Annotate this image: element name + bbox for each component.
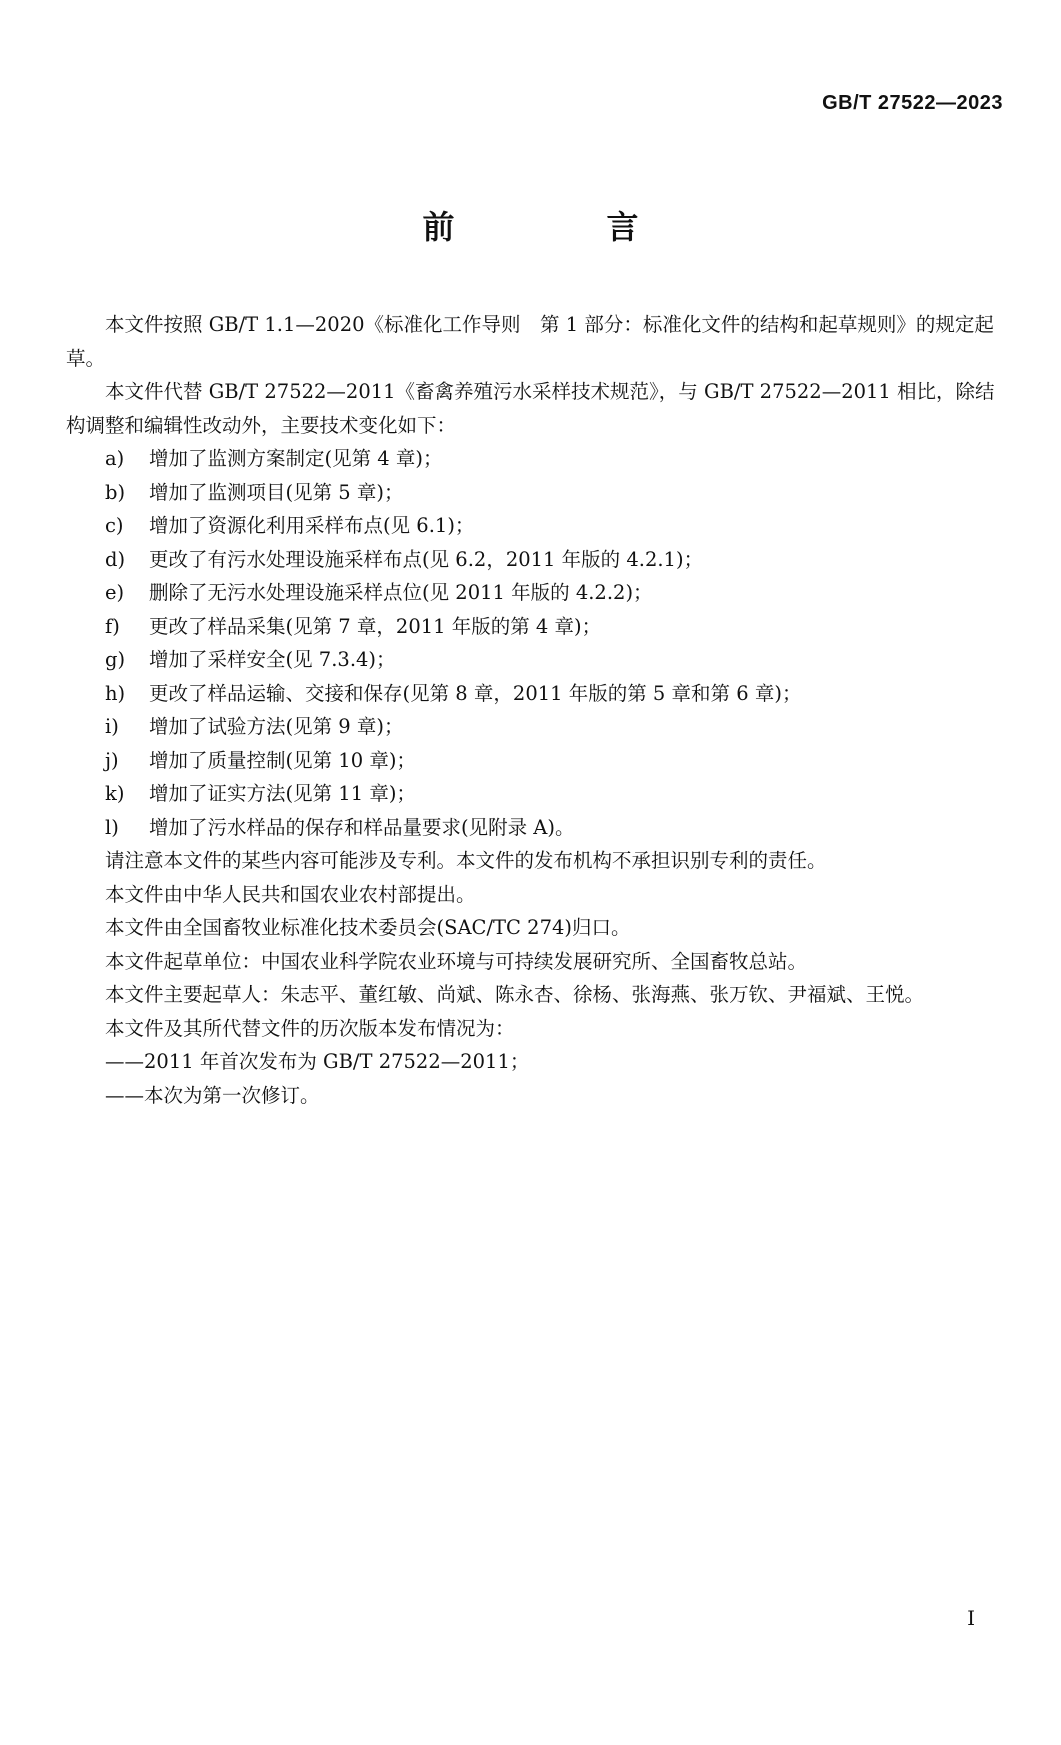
list-item-label: l) bbox=[105, 815, 119, 839]
patent-notice: 请注意本文件的某些内容可能涉及专利。本文件的发布机构不承担识别专利的责任。 bbox=[105, 849, 827, 872]
list-item bbox=[66, 442, 1004, 476]
list-item-label: b) bbox=[105, 480, 126, 504]
list-item bbox=[66, 476, 1004, 510]
list-item-label: i) bbox=[105, 715, 119, 738]
list-item-text: 删除了无污水处理设施采样点位(见 2011 年版的 4.2.2)； bbox=[149, 581, 653, 604]
page-number: I bbox=[967, 1606, 975, 1630]
list-item-label: a) bbox=[105, 447, 125, 470]
list-item bbox=[66, 677, 1004, 711]
list-item-text: 增加了资源化利用采样布点(见 6.1)； bbox=[149, 514, 475, 537]
history-item: ——2011 年首次发布为 GB/T 27522—2011； bbox=[105, 1050, 530, 1073]
standard-code: GB/T 27522—2023 bbox=[822, 92, 1003, 114]
list-item-text: 增加了监测方案制定(见第 4 章)； bbox=[149, 447, 443, 470]
list-item-label: e) bbox=[105, 581, 125, 604]
list-item-text: 增加了质量控制(见第 10 章)； bbox=[149, 748, 416, 772]
list-item-text: 增加了监测项目(见第 5 章)； bbox=[149, 480, 404, 504]
list-item bbox=[66, 777, 1004, 811]
list-item-text: 增加了证实方法(见第 11 章)； bbox=[149, 782, 416, 805]
list-item-label: c) bbox=[105, 514, 124, 537]
drafters: 本文件主要起草人：朱志平、董红敏、尚斌、陈永杏、徐杨、张海燕、张万钦、尹福斌、王悦。 bbox=[105, 983, 925, 1006]
list-item bbox=[66, 610, 1004, 644]
list-item bbox=[66, 576, 1004, 610]
list-item bbox=[66, 509, 1004, 543]
list-item bbox=[66, 710, 1004, 744]
list-item-text: 更改了样品运输、交接和保存(见第 8 章，2011 年版的第 5 章和第 6 章)； bbox=[149, 681, 802, 705]
list-item-text: 更改了有污水处理设施采样布点(见 6.2，2011 年版的 4.2.1)； bbox=[149, 547, 704, 571]
list-item bbox=[66, 643, 1004, 677]
list-item bbox=[66, 811, 1004, 845]
list-item-label: f) bbox=[105, 614, 120, 638]
list-item bbox=[66, 543, 1004, 577]
list-item-label: g) bbox=[105, 648, 126, 671]
list-item-text: 增加了试验方法(见第 9 章)； bbox=[149, 715, 404, 738]
version-history-intro: 本文件及其所代替文件的历次版本发布情况为： bbox=[105, 1016, 515, 1040]
list-item-label: d) bbox=[105, 547, 126, 571]
list-item-text: 更改了样品采集(见第 7 章，2011 年版的第 4 章)； bbox=[149, 614, 602, 638]
committee-statement: 本文件由全国畜牧业标准化技术委员会(SAC/TC 274)归口。 bbox=[105, 916, 631, 939]
list-item-text: 增加了采样安全(见 7.3.4)； bbox=[149, 648, 396, 671]
intro-paragraph-2: 本文件代替 GB/T 27522—2011《畜禽养殖污水采样技术规范》，与 GB/T 27522—2011 相比，除结构调整和编辑性改动外，主要技术变化如下： bbox=[66, 380, 995, 437]
changes-list bbox=[66, 442, 1004, 844]
intro-paragraph-1: 本文件按照 GB/T 1.1—2020《标准化工作导则 第 1 部分：标准化文件的结构和起草规则》的规定起草。 bbox=[66, 313, 994, 370]
proposer-statement: 本文件由中华人民共和国农业农村部提出。 bbox=[105, 882, 476, 906]
page-title: 前 言 bbox=[422, 208, 699, 246]
list-item-text: 增加了污水样品的保存和样品量要求(见附录 A)。 bbox=[149, 815, 575, 839]
list-item-label: h) bbox=[105, 681, 126, 705]
list-item-label: k) bbox=[105, 782, 125, 805]
drafting-units: 本文件起草单位：中国农业科学院农业环境与可持续发展研究所、全国畜牧总站。 bbox=[105, 949, 808, 973]
foreword-body bbox=[66, 308, 1004, 1112]
list-item bbox=[66, 744, 1004, 778]
list-item-label: j) bbox=[105, 748, 119, 772]
history-item: ——本次为第一次修订。 bbox=[105, 1083, 320, 1107]
